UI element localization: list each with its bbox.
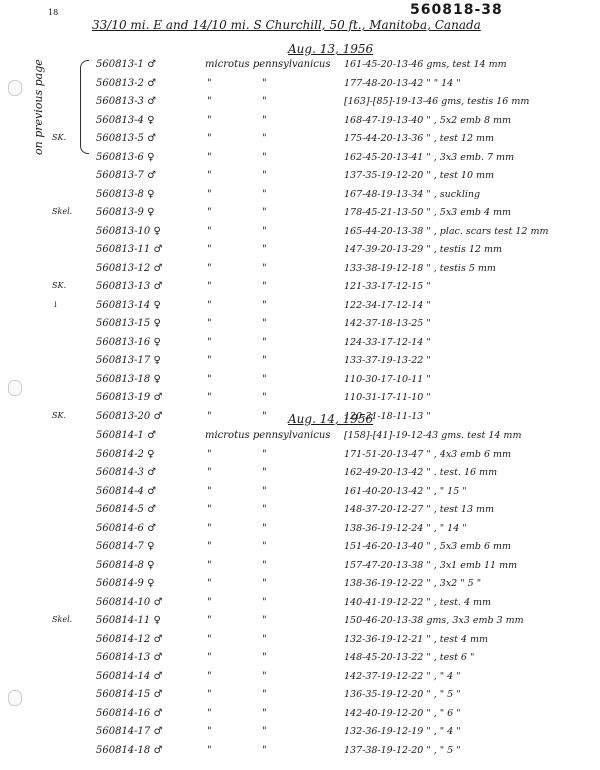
specimen-number: 560813-6 ♀ xyxy=(96,151,155,163)
specimen-species: " xyxy=(207,726,212,737)
specimen-number: 560814-16 ♂ xyxy=(96,707,163,719)
date-heading-aug-14: Aug. 14, 1956 xyxy=(288,412,374,426)
specimen-species: " xyxy=(207,114,212,126)
specimen-row xyxy=(0,186,600,205)
specimen-number: 560814-17 ♂ xyxy=(96,726,163,737)
specimen-species: " xyxy=(207,373,212,385)
specimen-species: " xyxy=(207,578,212,589)
specimen-number: 560814-15 ♂ xyxy=(96,689,163,700)
specimen-genus-ditto: " xyxy=(262,559,267,571)
specimen-species: " xyxy=(207,188,212,200)
specimen-number: 560814-18 ♂ xyxy=(96,744,163,756)
specimen-number: 560813-13 ♂ xyxy=(96,281,163,292)
specimen-genus-ditto: " xyxy=(262,448,267,460)
specimen-genus-ditto: " xyxy=(262,188,267,200)
specimen-row xyxy=(0,483,600,502)
specimen-row xyxy=(0,389,600,408)
specimen-number: 560814-6 ♂ xyxy=(96,522,157,534)
specimen-genus-ditto: " xyxy=(262,170,267,181)
specimen-row xyxy=(0,705,600,724)
specimen-species: " xyxy=(207,596,212,608)
specimen-species: " xyxy=(207,504,212,515)
specimen-genus-ditto: " xyxy=(262,299,267,311)
specimen-number: 560813-15 ♀ xyxy=(96,318,161,329)
specimen-row xyxy=(0,149,600,168)
specimen-measurements: [158]-[41]-19-12-43 gms. test 14 mm xyxy=(344,430,522,441)
specimen-row xyxy=(0,75,600,94)
specimen-species: " xyxy=(207,541,212,552)
specimen-row xyxy=(0,371,600,390)
specimen-number: 560814-14 ♂ xyxy=(96,670,163,682)
specimen-genus-ditto: " xyxy=(262,77,267,89)
specimen-row xyxy=(0,501,600,520)
specimen-measurements: 161-40-20-13-42 " , " 15 " xyxy=(344,485,467,497)
specimen-genus-ditto: " xyxy=(262,336,267,348)
specimen-number: 560813-4 ♀ xyxy=(96,114,155,126)
specimen-note: SK. xyxy=(52,410,66,420)
specimen-species: " xyxy=(207,707,212,719)
specimen-number: 560813-8 ♀ xyxy=(96,188,155,200)
specimen-species: " xyxy=(207,670,212,682)
specimen-species: " xyxy=(207,392,212,403)
specimen-measurements: 171-51-20-13-47 " , 4x3 emb 6 mm xyxy=(344,448,512,460)
specimen-genus-ditto: " xyxy=(262,670,267,682)
specimen-genus-ditto: " xyxy=(262,504,267,515)
specimen-species: " xyxy=(207,225,212,237)
specimen-species: " xyxy=(207,633,212,645)
specimen-genus-ditto: " xyxy=(262,633,267,645)
specimen-species: " xyxy=(207,244,212,255)
specimen-number: 560813-5 ♂ xyxy=(96,133,157,144)
specimen-number: 560814-2 ♀ xyxy=(96,448,155,460)
specimen-measurements: 138-36-19-12-22 " , 3x2 " 5 " xyxy=(344,578,482,589)
specimen-genus-ditto: " xyxy=(262,596,267,608)
specimen-genus-ditto: " xyxy=(262,151,267,163)
specimen-number: 560814-5 ♂ xyxy=(96,504,157,515)
specimen-number: 560813-14 ♀ xyxy=(96,299,161,311)
specimen-species: " xyxy=(207,262,212,274)
specimen-genus-ditto: " xyxy=(262,578,267,589)
specimen-number: 560813-9 ♀ xyxy=(96,207,155,218)
specimen-measurements: 133-38-19-12-18 " , testis 5 mm xyxy=(344,262,496,274)
specimen-measurements: 110-30-17-10-11 " xyxy=(344,373,431,385)
specimen-row xyxy=(0,668,600,687)
specimen-row xyxy=(0,223,600,242)
specimen-species: " xyxy=(207,170,212,181)
specimen-genus-ditto: " xyxy=(262,318,267,329)
specimen-number: 560813-18 ♀ xyxy=(96,373,161,385)
specimen-row xyxy=(0,575,600,594)
specimen-genus-ditto: " xyxy=(262,615,267,626)
specimen-row xyxy=(0,612,600,631)
specimen-measurements: 167-48-19-13-34 " , suckling xyxy=(344,188,481,200)
specimen-measurements: 177-48-20-13-42 " " 14 " xyxy=(344,77,461,89)
specimen-species: " xyxy=(207,485,212,497)
specimen-species: " xyxy=(207,299,212,311)
specimen-measurements: 157-47-20-13-38 " , 3x1 emb 11 mm xyxy=(344,559,518,571)
specimen-measurements: 120-31-18-11-13 " xyxy=(344,410,431,422)
specimen-species: " xyxy=(207,559,212,571)
specimen-measurements: 148-37-20-12-27 " , test 13 mm xyxy=(344,504,495,515)
specimen-number: 560814-12 ♂ xyxy=(96,633,163,645)
specimen-row xyxy=(0,427,600,446)
specimen-species: " xyxy=(207,77,212,89)
specimen-genus-ditto: " xyxy=(262,244,267,255)
specimen-row xyxy=(0,520,600,539)
specimen-row xyxy=(0,464,600,483)
specimen-row xyxy=(0,594,600,613)
specimen-note: SK. xyxy=(52,281,66,290)
specimen-row xyxy=(0,446,600,465)
specimen-row xyxy=(0,352,600,371)
specimen-row xyxy=(0,315,600,334)
specimen-species: " xyxy=(207,133,212,144)
specimen-genus-ditto: " xyxy=(262,689,267,700)
specimen-species: " xyxy=(207,318,212,329)
specimen-measurements: [163]-[85]-19-13-46 gms, testis 16 mm xyxy=(344,96,530,107)
specimen-genus-ditto: " xyxy=(262,262,267,274)
specimen-number: 560814-1 ♂ xyxy=(96,430,157,441)
specimen-measurements: 178-45-21-13-50 " , 5x3 emb 4 mm xyxy=(344,207,512,218)
specimen-species: " xyxy=(207,281,212,292)
specimen-species: " xyxy=(207,96,212,107)
specimen-row xyxy=(0,56,600,75)
specimen-measurements: 168-47-19-13-40 " , 5x2 emb 8 mm xyxy=(344,114,512,126)
specimen-species: microtus pennsylvanicus xyxy=(205,59,331,70)
specimen-number: 560813-16 ♀ xyxy=(96,336,161,348)
specimen-genus-ditto: " xyxy=(262,225,267,237)
specimen-genus-ditto: " xyxy=(262,707,267,719)
specimen-row xyxy=(0,723,600,742)
specimen-measurements: 162-45-20-13-41 " , 3x3 emb. 7 mm xyxy=(344,151,515,163)
specimen-row xyxy=(0,686,600,705)
specimen-genus-ditto: " xyxy=(262,114,267,126)
specimen-row xyxy=(0,204,600,223)
specimen-measurements: 148-45-20-13-22 " , test 6 " xyxy=(344,652,475,663)
specimen-measurements: 140-41-19-12-22 " , test. 4 mm xyxy=(344,596,492,608)
specimen-measurements: 162-49-20-13-42 " . test. 16 mm xyxy=(344,467,498,478)
specimen-number: 560814-10 ♂ xyxy=(96,596,163,608)
specimen-row xyxy=(0,112,600,131)
specimen-number: 560813-19 ♂ xyxy=(96,392,163,403)
specimen-species: " xyxy=(207,448,212,460)
specimen-species: " xyxy=(207,467,212,478)
specimen-genus-ditto: " xyxy=(262,522,267,534)
specimen-number: 560813-12 ♂ xyxy=(96,262,163,274)
specimen-measurements: 122-34-17-12-14 " xyxy=(344,299,431,311)
specimen-measurements: 133-37-19-13-22 " xyxy=(344,355,431,366)
specimen-row xyxy=(0,278,600,297)
specimen-genus-ditto: " xyxy=(262,133,267,144)
specimen-note: SK. xyxy=(52,133,66,142)
specimen-genus-ditto: " xyxy=(262,744,267,756)
specimen-number: 560813-1 ♂ xyxy=(96,59,157,70)
specimen-measurements: 138-36-19-12-24 " , " 14 " xyxy=(344,522,467,534)
date-heading-aug-13: Aug. 13, 1956 xyxy=(288,42,374,56)
specimen-row xyxy=(0,93,600,112)
specimen-number: 560813-10 ♀ xyxy=(96,225,161,237)
specimen-measurements: 110-31-17-11-10 " xyxy=(344,392,431,403)
page-number: 560818-38 xyxy=(410,2,503,18)
specimen-row xyxy=(0,742,600,761)
specimen-species: " xyxy=(207,151,212,163)
specimen-number: 560813-2 ♂ xyxy=(96,77,157,89)
specimen-measurements: 165-44-20-13-38 " , plac. scars test 12 mm xyxy=(344,225,549,237)
specimen-number: 560814-4 ♂ xyxy=(96,485,157,497)
specimen-genus-ditto: " xyxy=(262,726,267,737)
specimen-row xyxy=(0,557,600,576)
specimen-number: 560814-11 ♀ xyxy=(96,615,161,626)
specimen-genus-ditto: " xyxy=(262,355,267,366)
specimen-species: microtus pennsylvanicus xyxy=(205,430,331,441)
specimen-species: " xyxy=(207,355,212,366)
specimen-species: " xyxy=(207,689,212,700)
specimen-genus-ditto: " xyxy=(262,485,267,497)
specimen-species: " xyxy=(207,652,212,663)
specimen-measurements: 142-37-18-13-25 " xyxy=(344,318,431,329)
specimen-measurements: 175-44-20-13-36 " , test 12 mm xyxy=(344,133,495,144)
specimen-species: " xyxy=(207,522,212,534)
specimen-list-aug-14 xyxy=(0,427,600,760)
specimen-number: 560813-11 ♂ xyxy=(96,244,163,255)
specimen-note: ↓ xyxy=(52,299,59,309)
specimen-row xyxy=(0,260,600,279)
specimen-measurements: 161-45-20-13-46 gms, test 14 mm xyxy=(344,59,507,70)
specimen-row xyxy=(0,130,600,149)
specimen-measurements: 150-46-20-13-38 gms, 3x3 emb 3 mm xyxy=(344,615,524,626)
specimen-number: 560813-17 ♀ xyxy=(96,355,161,366)
specimen-number: 560814-9 ♀ xyxy=(96,578,155,589)
specimen-row xyxy=(0,631,600,650)
specimen-genus-ditto: " xyxy=(262,96,267,107)
specimen-measurements: 136-35-19-12-20 " , " 5 " xyxy=(344,689,461,700)
specimen-number: 560814-13 ♂ xyxy=(96,652,163,663)
specimen-measurements: 151-46-20-13-40 " , 5x3 emb 6 mm xyxy=(344,541,512,552)
specimen-number: 560814-3 ♂ xyxy=(96,467,157,478)
specimen-genus-ditto: " xyxy=(262,392,267,403)
specimen-species: " xyxy=(207,744,212,756)
specimen-genus-ditto: " xyxy=(262,652,267,663)
specimen-row xyxy=(0,334,600,353)
specimen-measurements: 124-33-17-12-14 " xyxy=(344,336,431,348)
specimen-species: " xyxy=(207,207,212,218)
specimen-row xyxy=(0,167,600,186)
specimen-species: " xyxy=(207,410,212,422)
specimen-genus-ditto: " xyxy=(262,410,267,422)
specimen-measurements: 137-35-19-12-20 " , test 10 mm xyxy=(344,170,495,181)
specimen-note: Skel. xyxy=(52,615,73,624)
specimen-list-aug-13 xyxy=(0,56,600,426)
specimen-measurements: 137-38-19-12-20 " , " 5 " xyxy=(344,744,461,756)
specimen-measurements: 132-36-19-12-19 " , " 4 " xyxy=(344,726,461,737)
specimen-genus-ditto: " xyxy=(262,281,267,292)
specimen-genus-ditto: " xyxy=(262,467,267,478)
specimen-genus-ditto: " xyxy=(262,373,267,385)
specimen-number: 560813-7 ♂ xyxy=(96,170,157,181)
location-heading: 33/10 mi. E and 14/10 mi. S Churchill, 50 ft., Manitoba, Canada xyxy=(92,18,481,32)
specimen-measurements: 142-40-19-12-20 " , " 6 " xyxy=(344,707,461,719)
specimen-measurements: 147-39-20-13-29 " , testis 12 mm xyxy=(344,244,502,255)
specimen-row xyxy=(0,649,600,668)
specimen-note: Skel. xyxy=(52,207,73,216)
specimen-genus-ditto: " xyxy=(262,541,267,552)
specimen-measurements: 142-37-19-12-22 " , " 4 " xyxy=(344,670,461,682)
specimen-row xyxy=(0,538,600,557)
specimen-number: 560814-8 ♀ xyxy=(96,559,155,571)
margin-note: on previous page xyxy=(32,59,45,155)
specimen-number: 560813-3 ♂ xyxy=(96,96,157,107)
specimen-species: " xyxy=(207,336,212,348)
specimen-row xyxy=(0,241,600,260)
specimen-measurements: 121-33-17-12-15 " xyxy=(344,281,431,292)
specimen-row xyxy=(0,297,600,316)
corner-marker: 18 xyxy=(48,8,59,17)
specimen-measurements: 132-36-19-12-21 " , test 4 mm xyxy=(344,633,489,645)
specimen-species: " xyxy=(207,615,212,626)
specimen-genus-ditto: " xyxy=(262,207,267,218)
specimen-number: 560813-20 ♂ xyxy=(96,410,163,422)
specimen-number: 560814-7 ♀ xyxy=(96,541,155,552)
